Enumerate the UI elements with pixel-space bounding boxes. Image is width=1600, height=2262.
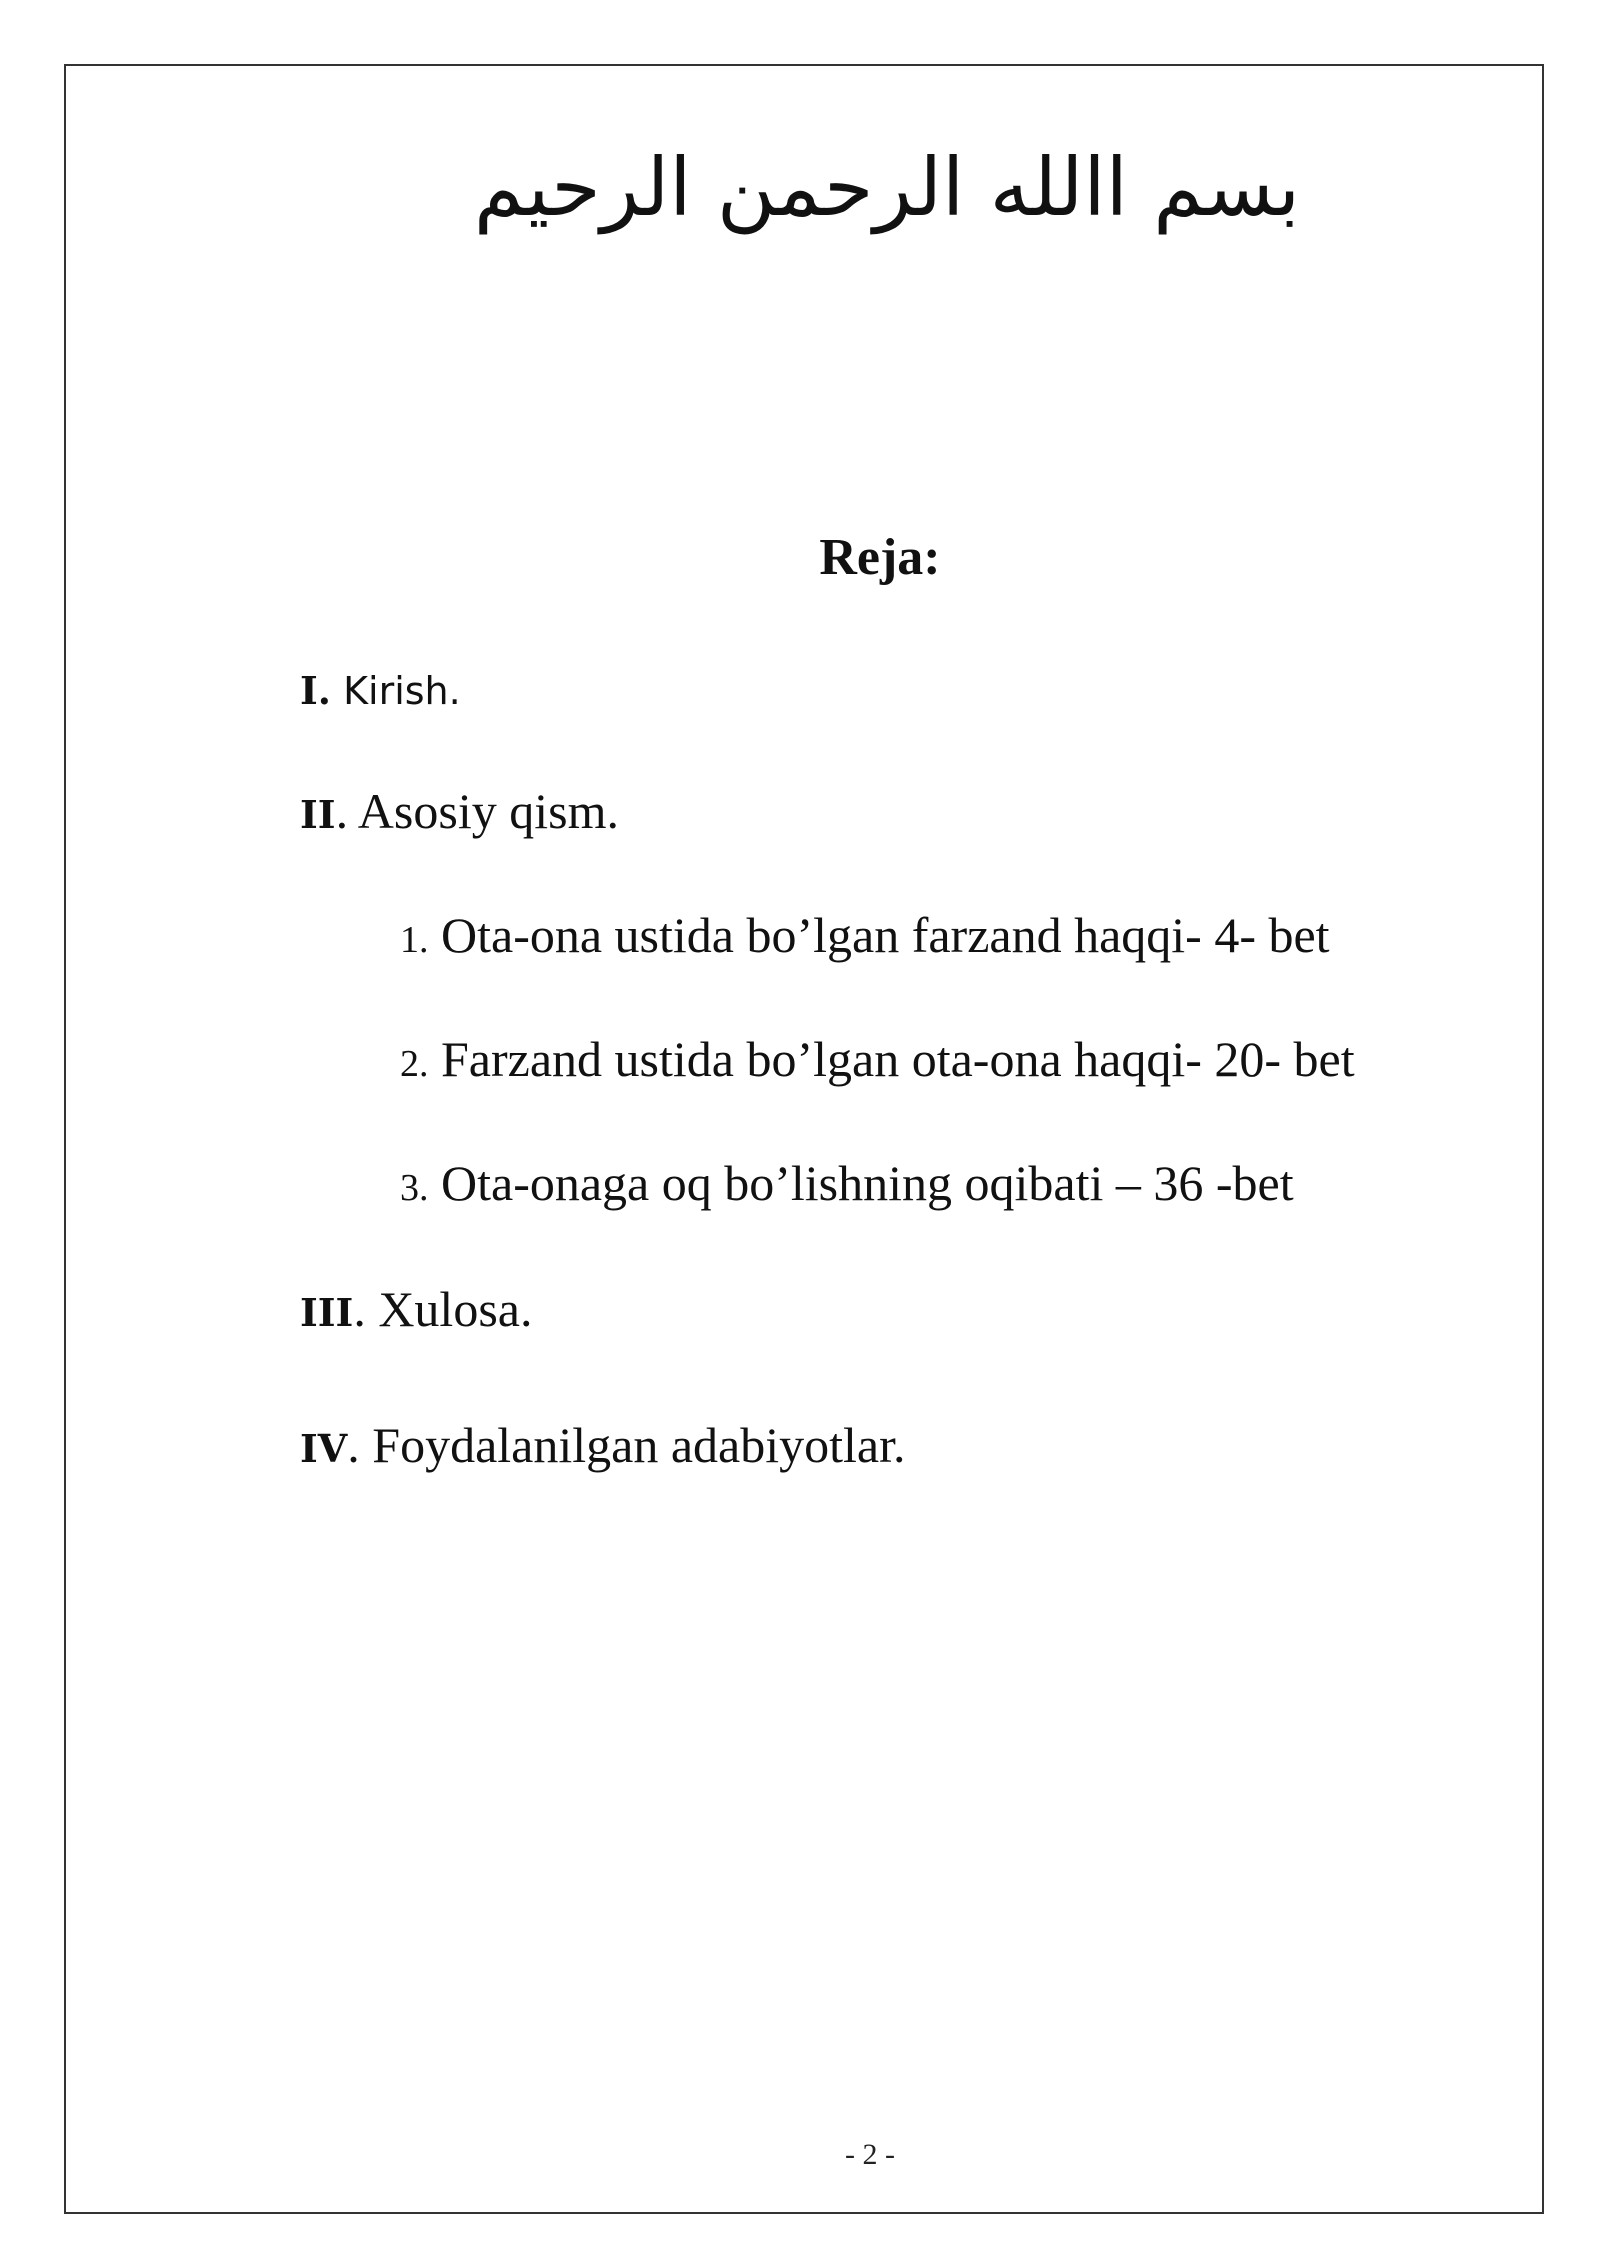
plan-item-references (300, 1416, 905, 1474)
plan-item-numeral: I. (300, 668, 332, 713)
plan-item-main-part (300, 782, 619, 840)
plan-item-label: . Asosiy qism. (335, 783, 619, 839)
plan-item-introduction (300, 658, 461, 716)
plan-subitem-number: 3. (400, 1167, 429, 1209)
plan-subitem-label: Ota-onaga oq bo’lishning oqibati – 36 -bet (428, 1155, 1294, 1211)
basmala-heading: بسم االله الرحمن الرحيم (473, 141, 1301, 234)
plan-subitem-label: Ota-ona ustida bo’lgan farzand haqqi- 4- bet (428, 907, 1330, 963)
plan-item-label: . Foydalanilgan adabiyotlar. (347, 1417, 906, 1473)
plan-item-conclusion (300, 1280, 532, 1338)
plan-item-numeral: IV (300, 1426, 348, 1471)
plan-subitem-2 (400, 1030, 1355, 1088)
plan-item-numeral: II (300, 792, 336, 837)
page-border (64, 64, 1544, 2214)
plan-subitem-3 (400, 1154, 1294, 1212)
plan-subitem-label: Farzand ustida bo’lgan ota-ona haqqi- 20- bet (428, 1031, 1355, 1087)
plan-item-numeral: III (300, 1290, 354, 1335)
plan-subitem-1 (400, 906, 1330, 964)
plan-item-label: Kirish. (331, 669, 461, 713)
plan-title: Reja: (819, 529, 941, 586)
plan-item-label: . Xulosa. (353, 1281, 533, 1337)
page-number: - 2 - (845, 2138, 895, 2171)
plan-subitem-number: 1. (400, 919, 429, 961)
plan-subitem-number: 2. (400, 1043, 429, 1085)
